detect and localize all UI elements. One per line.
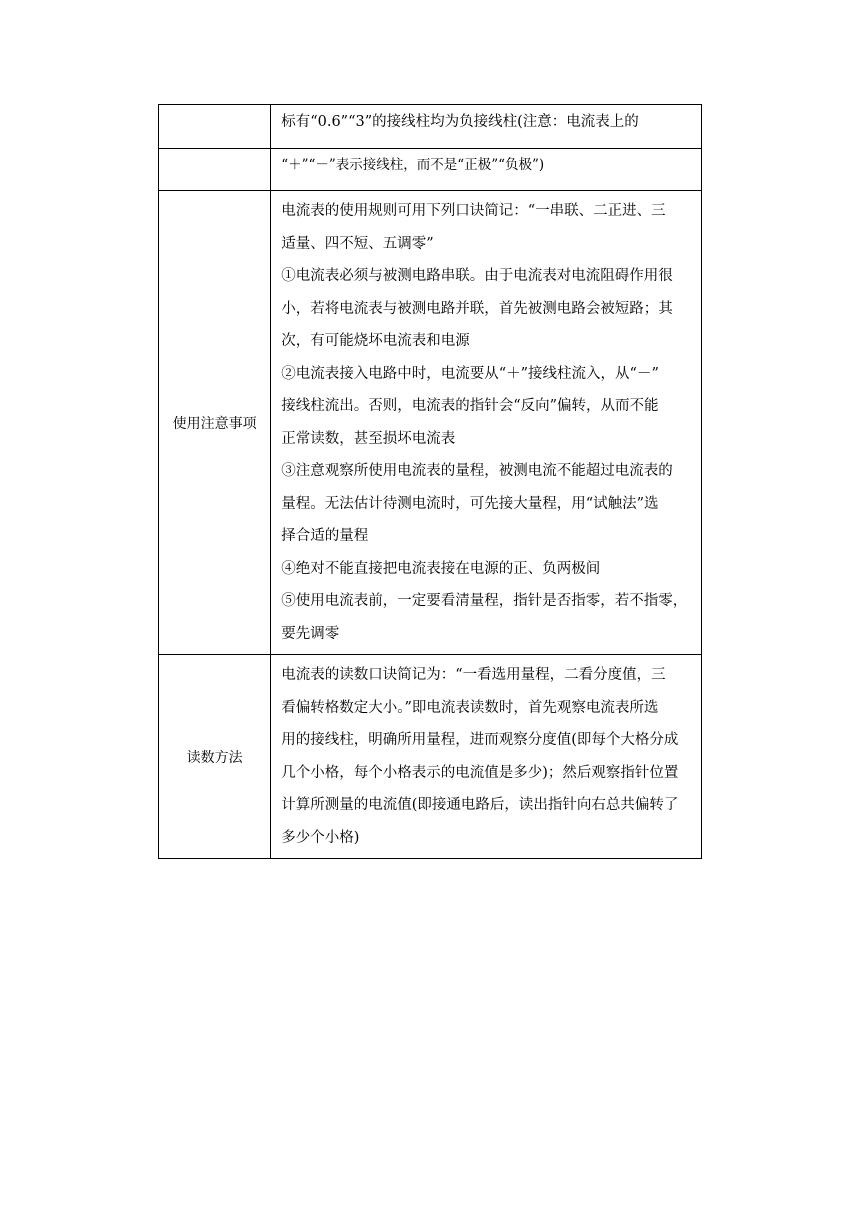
text-line: 量程。无法估计待测电流时，可先接大量程，用“试触法”选 [281,495,659,512]
row-content [271,105,702,149]
text-line: ③注意观察所使用电流表的量程，被测电流不能超过电流表的 [281,463,673,479]
text-line: 多少个小格) [281,829,360,846]
text-line: 电流表的读数口诀简记为：“一看选用量程，二看分度值，三 [281,667,666,683]
text-line: 小，若将电流表与被测电路并联，首先被测电路会被短路；其 [281,300,673,317]
row-label [159,105,271,149]
text-line: 次，有可能烧坏电流表和电源 [281,333,470,349]
text-line: “＋”“－”表示接线柱，而不是“正极”“负极”) [281,157,545,173]
row-content [271,149,702,191]
text-line: ⑤使用电流表前，一定要看清量程，指针是否指零，若不指零， [281,593,688,609]
table-row [159,105,702,149]
table-row [159,191,702,655]
row-content [271,655,702,859]
table-row [159,149,702,191]
text-line: 要先调零 [281,625,340,642]
text-line: ②电流表接入电路中时，电流要从“＋”接线柱流入，从“－” [281,365,659,382]
text-line: 标有“0.6”“3”的接线柱均为负接线柱(注意：电流表上的 [281,114,639,130]
text-line: 正常读数，甚至损坏电流表 [281,430,456,447]
text-line: 接线柱流出。否则，电流表的指针会“反向”偏转，从而不能 [281,398,659,414]
row-label-reading-method: 读数方法 [159,655,271,859]
text-line: ①电流表必须与被测电路串联。由于电流表对电流阻碍作用很 [281,268,673,284]
text-line: ④绝对不能直接把电流表接在电源的正、负两极间 [281,560,601,577]
text-line: 用的接线柱，明确所用量程，进而观察分度值(即每个大格分成 [281,732,679,748]
text-line: 电流表的使用规则可用下列口诀简记：“一串联、二正进、三 [281,203,666,219]
row-label-usage-notes: 使用注意事项 [159,191,271,655]
text-line: 几个小格，每个小格表示的电流值是多少)；然后观察指针位置 [281,764,679,781]
row-content [271,191,702,655]
text-line: 计算所测量的电流值(即接通电路后，读出指针向右总共偏转了 [281,797,679,813]
ammeter-notes-table [158,104,702,859]
row-label [159,149,271,191]
table-row [159,655,702,859]
text-line: 看偏转格数定大小。”即电流表读数时，首先观察电流表所选 [281,699,659,716]
text-line: 适量、四不短、五调零” [281,235,434,252]
text-line: 择合适的量程 [281,528,369,544]
